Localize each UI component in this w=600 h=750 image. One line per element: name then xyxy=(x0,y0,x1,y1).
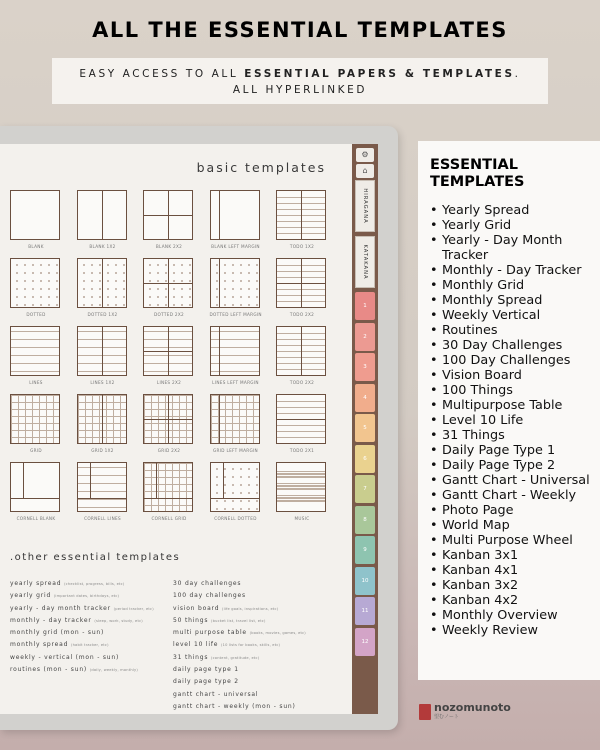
other-template-name: 30 day challenges xyxy=(173,580,242,587)
other-template-note: (10 lists for books, skills, etc) xyxy=(220,643,281,648)
template-thumbnail[interactable] xyxy=(276,394,328,453)
subtitle-suffix: . xyxy=(514,68,521,80)
other-template-name: monthly grid (mon - sun) xyxy=(10,629,105,637)
template-list-item: • 31 Things xyxy=(430,428,600,443)
month-tab[interactable] xyxy=(355,536,375,564)
template-rule xyxy=(219,327,220,375)
template-label: GRID LEFT MARGIN xyxy=(213,448,258,453)
other-template-note: (sleep, work, study, etc) xyxy=(94,618,143,623)
template-preview xyxy=(10,258,60,308)
other-template-link[interactable] xyxy=(10,629,154,641)
month-tab-label: 12 xyxy=(361,638,369,645)
template-thumbnail[interactable] xyxy=(143,258,195,317)
template-rule xyxy=(277,407,325,408)
other-template-note: (content, gratitude, etc) xyxy=(211,655,260,660)
tab-hiragana[interactable] xyxy=(355,180,375,232)
template-label: BLANK 2X2 xyxy=(155,244,183,249)
side-tab-strip xyxy=(352,144,378,714)
template-thumbnail[interactable] xyxy=(10,394,62,453)
template-rule xyxy=(211,498,259,499)
template-rule xyxy=(144,283,192,284)
template-label: CORNELL BLANK xyxy=(16,516,56,521)
template-thumbnail[interactable] xyxy=(210,326,262,385)
month-tab-label: 2 xyxy=(363,333,367,340)
other-template-name: vision board xyxy=(173,604,220,612)
template-label: GRID 2X2 xyxy=(157,448,181,453)
template-rule xyxy=(219,259,220,307)
template-label: CORNELL GRID xyxy=(151,516,187,521)
template-thumbnail[interactable] xyxy=(276,258,328,317)
template-label: TODO 2X1 xyxy=(289,448,315,453)
template-thumbnail[interactable] xyxy=(77,394,129,453)
template-list-item: • Gantt Chart - Universal xyxy=(430,473,600,488)
other-template-name: monthly spread xyxy=(10,641,69,649)
other-template-name: 31 things xyxy=(173,653,209,661)
template-rule xyxy=(11,327,59,375)
template-thumbnail[interactable] xyxy=(210,462,262,521)
month-tab-label: 7 xyxy=(363,486,367,492)
template-rule xyxy=(144,419,192,420)
template-list-item: • 100 Things xyxy=(430,383,600,398)
tab-hiragana-label: HIRAGANA xyxy=(362,188,368,224)
other-template-note: (bucket list, travel list, etc) xyxy=(211,618,266,623)
template-label: DOTTED 2X2 xyxy=(154,312,184,317)
template-label: CORNELL LINES xyxy=(84,516,121,521)
other-template-name: 100 day challenges xyxy=(173,592,246,600)
other-template-name: yearly grid xyxy=(10,592,52,600)
other-template-name: weekly - vertical (mon - sun) xyxy=(10,653,120,661)
month-tab-label: 4 xyxy=(363,394,367,401)
template-label: DOTTED 1X2 xyxy=(87,312,118,317)
other-template-link[interactable] xyxy=(173,654,306,666)
template-thumbnail[interactable] xyxy=(77,258,129,317)
template-list-item: • Monthly - Day Tracker xyxy=(430,263,600,278)
template-list-item: • Daily Page Type 1 xyxy=(430,443,600,458)
template-label: BLANK xyxy=(28,244,44,249)
other-templates-left xyxy=(10,580,154,678)
other-template-link[interactable] xyxy=(173,580,306,592)
month-tab[interactable] xyxy=(355,506,375,534)
other-templates-right xyxy=(173,580,306,715)
month-tab[interactable] xyxy=(355,292,375,320)
tab-katakana[interactable] xyxy=(355,236,375,288)
month-tab-label: 6 xyxy=(363,455,367,462)
template-list-item: • Monthly Overview xyxy=(430,608,600,623)
other-template-name: gantt chart - universal xyxy=(173,690,259,698)
template-rule xyxy=(219,191,220,239)
template-list-item: • Monthly Spread xyxy=(430,293,600,308)
template-list-item: • Gantt Chart - Weekly xyxy=(430,488,600,503)
other-template-link[interactable] xyxy=(173,605,306,617)
other-template-name: daily page type 1 xyxy=(173,666,239,674)
template-rule xyxy=(11,395,59,443)
panel-title-line1: ESSENTIAL xyxy=(430,157,518,173)
template-rule xyxy=(223,463,224,499)
template-thumbnail[interactable] xyxy=(10,462,62,521)
subtitle-box xyxy=(52,58,548,104)
month-tab-label: 1 xyxy=(363,303,367,309)
template-thumbnail[interactable] xyxy=(10,258,62,317)
template-thumbnail[interactable] xyxy=(276,326,328,385)
other-template-link[interactable] xyxy=(173,691,306,703)
template-rule xyxy=(144,215,192,216)
template-thumbnail[interactable] xyxy=(77,326,129,385)
template-rule xyxy=(78,463,126,511)
template-preview xyxy=(77,258,127,308)
template-label: TODO 2X2 xyxy=(289,380,315,385)
template-list-item: • Kanban 4x1 xyxy=(430,563,600,578)
panel-title xyxy=(430,157,600,191)
subtitle-prefix: EASY ACCESS TO ALL xyxy=(79,68,245,80)
templates-list xyxy=(430,203,600,638)
template-thumbnail[interactable] xyxy=(210,394,262,453)
template-thumbnail[interactable] xyxy=(143,394,195,453)
template-thumbnail[interactable] xyxy=(10,326,62,385)
template-preview xyxy=(276,394,326,444)
month-tab-label: 5 xyxy=(363,425,367,431)
template-list-item: • Vision Board xyxy=(430,368,600,383)
template-label: GRID 1X2 xyxy=(91,448,114,453)
template-thumbnail[interactable] xyxy=(77,190,129,249)
other-template-note: (daily, weekly, monthly) xyxy=(89,668,138,673)
template-preview xyxy=(10,190,60,240)
month-tab[interactable] xyxy=(355,384,375,412)
template-label: CORNELL DOTTED xyxy=(214,516,257,521)
template-thumbnail[interactable] xyxy=(276,190,328,249)
month-tab[interactable] xyxy=(355,323,375,351)
other-template-note: (habit tracker, etc) xyxy=(70,643,109,648)
home-icon[interactable]: ⌂ xyxy=(356,164,374,178)
month-tab[interactable] xyxy=(355,597,375,625)
template-label: LINES 2X2 xyxy=(156,380,182,385)
template-preview xyxy=(276,190,326,240)
template-preview xyxy=(10,326,60,376)
month-tab[interactable] xyxy=(355,445,375,473)
template-rule xyxy=(102,395,103,443)
page-title: basic templates xyxy=(196,160,326,175)
template-rule xyxy=(78,498,126,499)
other-template-name: yearly - day month tracker xyxy=(10,604,111,612)
template-rule xyxy=(219,395,220,443)
other-template-link[interactable] xyxy=(173,666,306,678)
template-list-item: • Yearly - Day Month Tracker xyxy=(430,233,600,263)
template-preview xyxy=(276,462,326,512)
other-template-link[interactable] xyxy=(10,605,154,617)
month-tab[interactable] xyxy=(355,414,375,442)
template-rule xyxy=(277,413,325,414)
other-template-link[interactable] xyxy=(10,592,154,604)
template-rule xyxy=(90,463,91,499)
template-thumbnail[interactable] xyxy=(10,190,62,249)
month-tab[interactable] xyxy=(355,567,375,595)
template-rule xyxy=(277,431,325,432)
template-rule xyxy=(11,259,59,307)
main-title: ALL THE ESSENTIAL TEMPLATES xyxy=(92,18,508,42)
template-list-item: • Routines xyxy=(430,323,600,338)
month-tab[interactable] xyxy=(355,475,375,503)
template-rule xyxy=(277,489,325,490)
template-preview xyxy=(276,258,326,308)
month-tab-label: 10 xyxy=(361,577,369,584)
other-template-note: (books, movies, games, etc) xyxy=(249,631,306,636)
template-list-item: • Level 10 Life xyxy=(430,413,600,428)
template-rule xyxy=(277,425,325,426)
other-template-note: (important dates, birthdays, etc) xyxy=(53,594,120,599)
template-rule xyxy=(277,419,325,420)
template-label: DOTTED xyxy=(26,312,46,317)
other-template-note: (period tracker, etc) xyxy=(113,606,154,611)
template-preview xyxy=(276,326,326,376)
template-list-item: • Kanban 3x2 xyxy=(430,578,600,593)
template-preview xyxy=(143,190,193,240)
template-list-item: • Kanban 4x2 xyxy=(430,593,600,608)
template-rule xyxy=(277,501,325,502)
month-tab-label: 3 xyxy=(363,364,367,370)
template-thumbnail[interactable] xyxy=(210,190,262,249)
template-preview xyxy=(210,326,260,376)
template-rule xyxy=(277,283,325,284)
other-template-name: yearly spread xyxy=(10,580,62,587)
template-rule xyxy=(211,463,259,511)
other-template-name: daily page type 2 xyxy=(173,678,239,686)
other-template-link[interactable] xyxy=(10,641,154,653)
other-template-link[interactable] xyxy=(173,678,306,690)
template-preview xyxy=(143,326,193,376)
brand-logo xyxy=(419,703,511,720)
other-template-name: monthly - day tracker xyxy=(10,616,92,624)
tablet-device xyxy=(0,126,398,730)
template-list-item: • Weekly Vertical xyxy=(430,308,600,323)
template-label: BLANK LEFT MARGIN xyxy=(211,244,260,249)
template-label: TODO 1X2 xyxy=(289,244,315,249)
template-rule xyxy=(156,463,157,499)
template-label: GRID xyxy=(30,448,42,453)
template-preview xyxy=(143,258,193,308)
template-thumbnail[interactable] xyxy=(210,258,262,317)
tablet-screen xyxy=(0,144,378,714)
other-template-link[interactable] xyxy=(10,580,154,592)
template-label: TODO 2X2 xyxy=(289,312,315,317)
month-tab-label: 11 xyxy=(361,608,369,614)
template-preview xyxy=(77,394,127,444)
template-label: DOTTED LEFT MARGIN xyxy=(209,312,262,317)
templates-page xyxy=(0,144,352,714)
other-template-note: (checklist, progress, bills, etc) xyxy=(64,582,125,586)
template-rule xyxy=(144,463,192,511)
other-template-link[interactable] xyxy=(173,617,306,629)
month-tab[interactable] xyxy=(355,628,375,656)
template-label: LINES 1X2 xyxy=(90,380,115,385)
other-template-name: routines (mon - sun) xyxy=(10,666,88,674)
template-preview xyxy=(210,258,260,308)
template-rule xyxy=(102,327,103,375)
template-thumbnail[interactable] xyxy=(143,326,195,385)
other-template-link[interactable] xyxy=(10,617,154,629)
template-list-item: • 30 Day Challenges xyxy=(430,338,600,353)
template-list-item: • Photo Page xyxy=(430,503,600,518)
template-preview xyxy=(77,190,127,240)
template-rule xyxy=(11,498,59,499)
template-rule xyxy=(102,191,103,239)
other-template-name: gantt chart - weekly (mon - sun) xyxy=(173,702,296,710)
tab-katakana-label: KATAKANA xyxy=(362,244,368,280)
other-template-link[interactable] xyxy=(10,654,154,666)
template-label: LINES LEFT MARGIN xyxy=(212,380,259,385)
subtitle-bold: ESSENTIAL PAPERS & TEMPLATES xyxy=(244,68,515,80)
template-rule xyxy=(301,191,302,239)
template-list-item: • Yearly Grid xyxy=(430,218,600,233)
brand-mark-icon xyxy=(419,704,431,720)
other-template-link[interactable] xyxy=(173,592,306,604)
other-template-note: (life goals, inspirations, etc) xyxy=(222,606,279,611)
other-template-link[interactable] xyxy=(173,641,306,653)
panel-title-line2: TEMPLATES xyxy=(430,174,525,190)
template-list-item: • Kanban 3x1 xyxy=(430,548,600,563)
template-preview xyxy=(210,394,260,444)
template-thumbnail[interactable] xyxy=(77,462,129,521)
template-rule xyxy=(23,463,24,499)
template-label: LINES xyxy=(29,380,43,385)
template-rule xyxy=(277,437,325,438)
month-tab-label: 8 xyxy=(363,516,367,523)
template-rule xyxy=(144,498,192,499)
template-thumbnail[interactable] xyxy=(143,190,195,249)
template-rule xyxy=(144,351,192,352)
template-preview xyxy=(210,190,260,240)
template-list-item: • Monthly Grid xyxy=(430,278,600,293)
settings-icon[interactable]: ⚙ xyxy=(356,148,374,162)
template-thumbnail[interactable] xyxy=(276,462,328,521)
template-list-item: • Multi Purpose Wheel xyxy=(430,533,600,548)
subtitle-line2: ALL HYPERLINKED xyxy=(232,84,368,96)
template-list-item: • World Map xyxy=(430,518,600,533)
month-tab[interactable] xyxy=(355,353,375,381)
template-rule xyxy=(277,401,325,402)
template-preview xyxy=(210,462,260,512)
template-preview xyxy=(77,326,127,376)
other-template-name: 50 things xyxy=(173,616,209,624)
brand-subtitle: 望むノート xyxy=(434,714,459,720)
other-template-name: multi purpose table xyxy=(173,629,247,637)
template-list-item: • Multipurpose Table xyxy=(430,398,600,413)
template-list-item: • Weekly Review xyxy=(430,623,600,638)
brand-name: nozomunoto xyxy=(434,701,511,714)
template-preview xyxy=(10,462,60,512)
template-preview xyxy=(77,462,127,512)
template-preview xyxy=(143,462,193,512)
template-label: MUSIC xyxy=(294,516,310,521)
template-list-item: • Yearly Spread xyxy=(430,203,600,218)
essential-templates-panel xyxy=(418,141,600,680)
template-label: BLANK 1X2 xyxy=(89,244,116,249)
template-rule xyxy=(102,259,103,307)
other-template-link[interactable] xyxy=(173,629,306,641)
template-list-item: • 100 Day Challenges xyxy=(430,353,600,368)
other-template-link[interactable] xyxy=(173,703,306,715)
template-rule xyxy=(301,327,302,375)
month-tab-label: 9 xyxy=(363,547,367,553)
other-template-link[interactable] xyxy=(10,666,154,678)
template-preview xyxy=(10,394,60,444)
other-template-name: level 10 life xyxy=(173,641,219,649)
other-templates-title: .other essential templates xyxy=(10,552,181,563)
template-thumbnail[interactable] xyxy=(143,462,195,521)
template-preview xyxy=(143,394,193,444)
template-list-item: • Daily Page Type 2 xyxy=(430,458,600,473)
template-rule xyxy=(277,477,325,478)
